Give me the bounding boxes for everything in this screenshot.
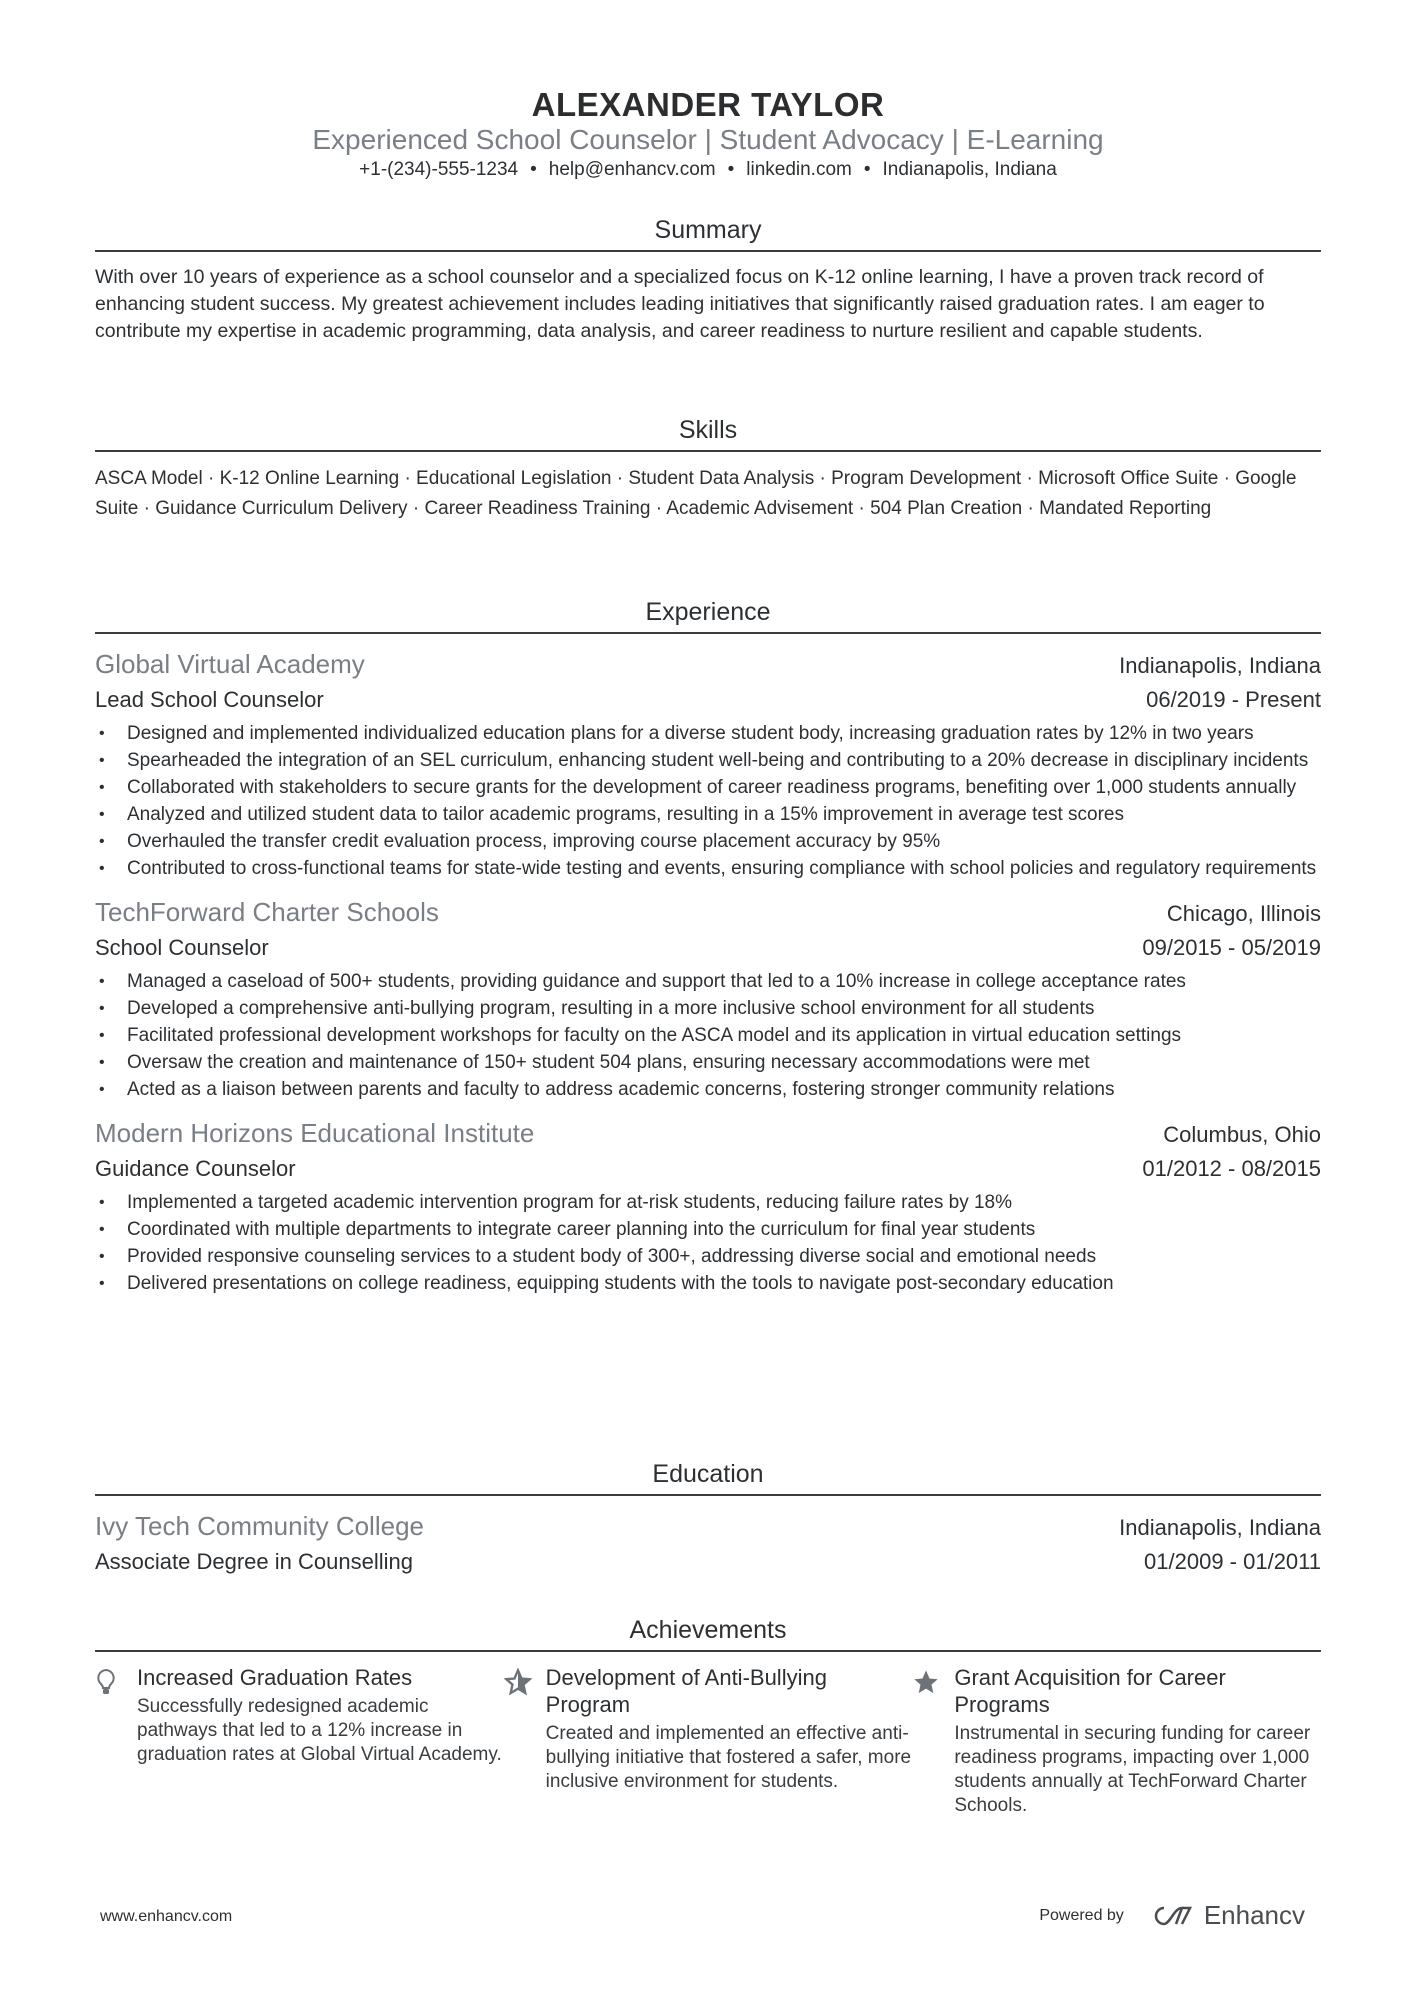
- bullet-item: • Overhauled the transfer credit evaluation process, improving course placement accuracy by 95%: [95, 828, 1321, 855]
- job-entry: [95, 894, 1321, 1103]
- achievement-title: Grant Acquisition for Career Programs: [954, 1665, 1226, 1717]
- education-section: [95, 1460, 1321, 1578]
- skills-section: [95, 416, 1321, 524]
- job-dates: 09/2015 - 05/2019: [1142, 935, 1321, 960]
- star-outline-icon: [504, 1664, 546, 1818]
- job-location: Columbus, Ohio: [1163, 1122, 1321, 1147]
- school-name: Ivy Tech Community College: [95, 1511, 424, 1541]
- education-dates: 01/2009 - 01/2011: [1144, 1549, 1321, 1574]
- school-location: Indianapolis, Indiana: [1119, 1515, 1321, 1540]
- bullet-item: • Contributed to cross-functional teams for state-wide testing and events, ensuring compliance with school policies and regulatory requirements: [95, 855, 1321, 882]
- contact-line: +1-(234)-555-1234 • help@enhancv.com • linkedin.com • Indianapolis, Indiana: [359, 159, 1057, 180]
- job-entry: [95, 1115, 1321, 1297]
- job-dates: 01/2012 - 08/2015: [1142, 1156, 1321, 1181]
- phone: +1-(234)-555-1234: [359, 159, 519, 180]
- powered-by-label: Powered by: [1039, 1906, 1124, 1924]
- company-name: Global Virtual Academy: [95, 649, 365, 679]
- bullet-item: • Facilitated professional development workshops for faculty on the ASCA model and its application in virtual education settings: [95, 1022, 1321, 1049]
- candidate-title: Experienced School Counselor | Student Advocacy | E-Learning: [312, 124, 1104, 155]
- achievements-section: [95, 1616, 1321, 1818]
- brand-name: Enhancv: [1203, 1900, 1305, 1930]
- company-name: TechForward Charter Schools: [95, 897, 439, 927]
- experience-section: [95, 598, 1321, 1297]
- degree: Associate Degree in Counselling: [95, 1549, 413, 1574]
- enhancv-logo-icon: [1150, 1904, 1196, 1928]
- achievement-item: [504, 1664, 913, 1818]
- job-bullets: [95, 968, 1321, 1103]
- bullet-item: • Acted as a liaison between parents and faculty to address academic concerns, fostering stronger community relations: [95, 1076, 1321, 1103]
- job-bullets: [95, 720, 1321, 882]
- email-link[interactable]: help@enhancv.com: [548, 159, 716, 180]
- linkedin-link[interactable]: linkedin.com: [746, 159, 852, 180]
- bullet-item: • Coordinated with multiple departments to integrate career planning into the curriculum for final year students: [95, 1216, 1321, 1243]
- divider: [95, 1494, 1321, 1496]
- bullet-item: • Spearheaded the integration of an SEL curriculum, enhancing student well-being and contributing to a 20% decrease in disciplinary incidents: [95, 747, 1321, 774]
- company-name: Modern Horizons Educational Institute: [95, 1118, 535, 1148]
- section-heading: Education: [652, 1460, 764, 1488]
- job-entry: [95, 646, 1321, 882]
- location: Indianapolis, Indiana: [882, 159, 1057, 180]
- bullet-item: • Developed a comprehensive anti-bullying program, resulting in a more inclusive school environment for all students: [95, 995, 1321, 1022]
- job-role: Guidance Counselor: [95, 1156, 296, 1181]
- section-heading: Summary: [654, 216, 762, 244]
- divider: [95, 450, 1321, 452]
- enhancv-logo[interactable]: [1150, 1900, 1305, 1931]
- section-heading: Experience: [645, 598, 771, 626]
- achievement-title: Development of Anti-Bullying Program: [545, 1665, 827, 1717]
- job-role: School Counselor: [95, 935, 269, 960]
- divider: [95, 632, 1321, 634]
- achievement-item: [95, 1664, 504, 1818]
- achievement-item: [912, 1664, 1321, 1818]
- achievement-description: Instrumental in securing funding for career readiness programs, impacting over 1,000 students annually at TechForward Charter Schools.: [954, 1723, 1311, 1816]
- candidate-name: ALEXANDER TAYLOR: [531, 86, 885, 123]
- skills-list: ASCA Model · K-12 Online Learning · Educational Legislation · Student Data Analysis · Program Development · Microsoft Office Suite · Google Suite · Guidance Curriculum Delivery · Career Readiness Training · Academic Advisement · 504 Plan Creation · Mandated Reporting: [95, 468, 1297, 519]
- achievement-description: Successfully redesigned academic pathways that led to a 12% increase in graduation rates at Global Virtual Academy.: [137, 1696, 502, 1765]
- bullet-item: • Implemented a targeted academic intervention program for at-risk students, reducing failure rates by 18%: [95, 1189, 1321, 1216]
- powered-by: [1039, 1900, 1305, 1931]
- lightbulb-icon: [95, 1664, 137, 1818]
- section-heading: Achievements: [629, 1616, 787, 1644]
- job-role: Lead School Counselor: [95, 687, 324, 712]
- divider: [95, 250, 1321, 252]
- bullet-item: • Collaborated with stakeholders to secure grants for the development of career readiness programs, benefiting over 1,000 students annually: [95, 774, 1321, 801]
- job-location: Indianapolis, Indiana: [1119, 653, 1321, 678]
- section-heading: Skills: [678, 416, 738, 444]
- bullet-item: • Provided responsive counseling services to a student body of 300+, addressing diverse social and emotional needs: [95, 1243, 1321, 1270]
- summary-text: With over 10 years of experience as a school counselor and a specialized focus on K-12 online learning, I have a proven track record of enhancing student success. My greatest achievement includes leading initiatives that significantly raised graduation rates. I am eager to contribute my expertise in academic programming, data analysis, and career readiness to nurture resilient and capable students.: [95, 266, 1265, 342]
- bullet-item: • Delivered presentations on college readiness, equipping students with the tools to navigate post-secondary education: [95, 1270, 1321, 1297]
- summary-section: [95, 216, 1321, 345]
- bullet-item: • Managed a caseload of 500+ students, providing guidance and support that led to a 10% increase in college acceptance rates: [95, 968, 1321, 995]
- job-bullets: [95, 1189, 1321, 1297]
- bullet-item: • Designed and implemented individualized education plans for a diverse student body, increasing graduation rates by 12% in two years: [95, 720, 1321, 747]
- job-location: Chicago, Illinois: [1166, 901, 1321, 926]
- achievement-title: Increased Graduation Rates: [137, 1665, 413, 1690]
- achievement-description: Created and implemented an effective anti-bullying initiative that fostered a safer, more inclusive environment for students.: [545, 1723, 912, 1792]
- star-icon: [912, 1664, 954, 1818]
- bullet-item: • Oversaw the creation and maintenance of 150+ student 504 plans, ensuring necessary accommodations were met: [95, 1049, 1321, 1076]
- website-link[interactable]: www.enhancv.com: [100, 1908, 233, 1925]
- job-dates: 06/2019 - Present: [1146, 687, 1321, 712]
- bullet-item: • Analyzed and utilized student data to tailor academic programs, resulting in a 15% improvement in average test scores: [95, 801, 1321, 828]
- divider: [95, 1650, 1321, 1652]
